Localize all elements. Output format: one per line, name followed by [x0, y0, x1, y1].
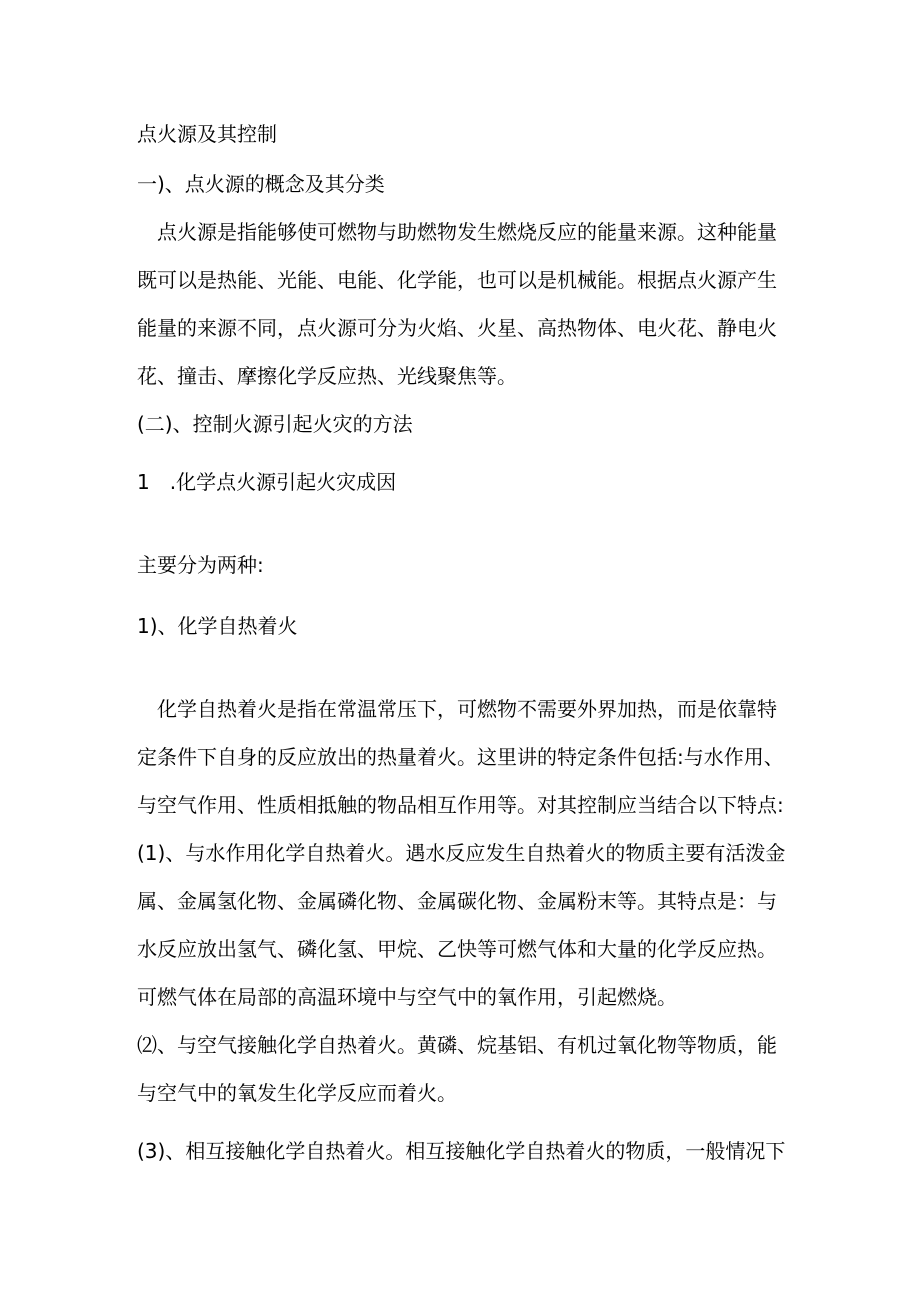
paragraph-1-line-4: 花、撞击、摩擦化学反应热、光线聚焦等。: [137, 364, 517, 388]
document-title: 点火源及其控制: [137, 122, 277, 146]
intro-text: 主要分为两种:: [137, 553, 264, 577]
paragraph-2-line-8: ⑵、与空气接触化学自热着火。黄磷、烷基铝、有机过氧化物等物质，能: [137, 1033, 777, 1057]
section-2-heading: (二)、控制火源引起火灾的方法: [137, 412, 413, 436]
paragraph-2-line-3: 与空气作用、性质相抵触的物品相互作用等。对其控制应当结合以下特点:: [137, 793, 784, 817]
paragraph-2-line-4: (1)、与水作用化学自热着火。遇水反应发生自热着火的物质主要有活泼金: [137, 841, 786, 865]
paragraph-2-line-6: 水反应放出氢气、磷化氢、甲烷、乙快等可燃气体和大量的化学反应热。: [137, 937, 777, 961]
paragraph-2-line-7: 可燃气体在局部的高温环境中与空气中的氧作用，引起燃烧。: [137, 985, 677, 1009]
subsection-1-1-heading: 1)、化学自热着火: [137, 614, 298, 638]
paragraph-1-line-2: 既可以是热能、光能、电能、化学能，也可以是机械能。根据点火源产生: [137, 268, 777, 292]
paragraph-1-line-1: 点火源是指能够使可燃物与助燃物发生燃烧反应的能量来源。这种能量: [157, 220, 777, 244]
paragraph-2-line-5: 属、金属氢化物、金属磷化物、金属碳化物、金属粉末等。其特点是：与: [137, 889, 777, 913]
paragraph-3-line-1: (3)、相互接触化学自热着火。相互接触化学自热着火的物质，一般情况下: [137, 1139, 786, 1163]
paragraph-2-line-2: 定条件下自身的反应放出的热量着火。这里讲的特定条件包括:与水作用、: [137, 745, 784, 769]
paragraph-2-line-9: 与空气中的氧发生化学反应而着火。: [137, 1081, 457, 1105]
section-1-heading: 一)、点火源的概念及其分类: [137, 172, 385, 196]
paragraph-2-line-1: 化学自热着火是指在常温常压下，可燃物不需要外界加热，而是依靠特: [157, 697, 777, 721]
paragraph-1-line-3: 能量的来源不同，点火源可分为火焰、火星、高热物体、电火花、静电火: [137, 316, 777, 340]
subsection-1-heading: 1 .化学点火源引起火灾成因: [137, 470, 397, 494]
